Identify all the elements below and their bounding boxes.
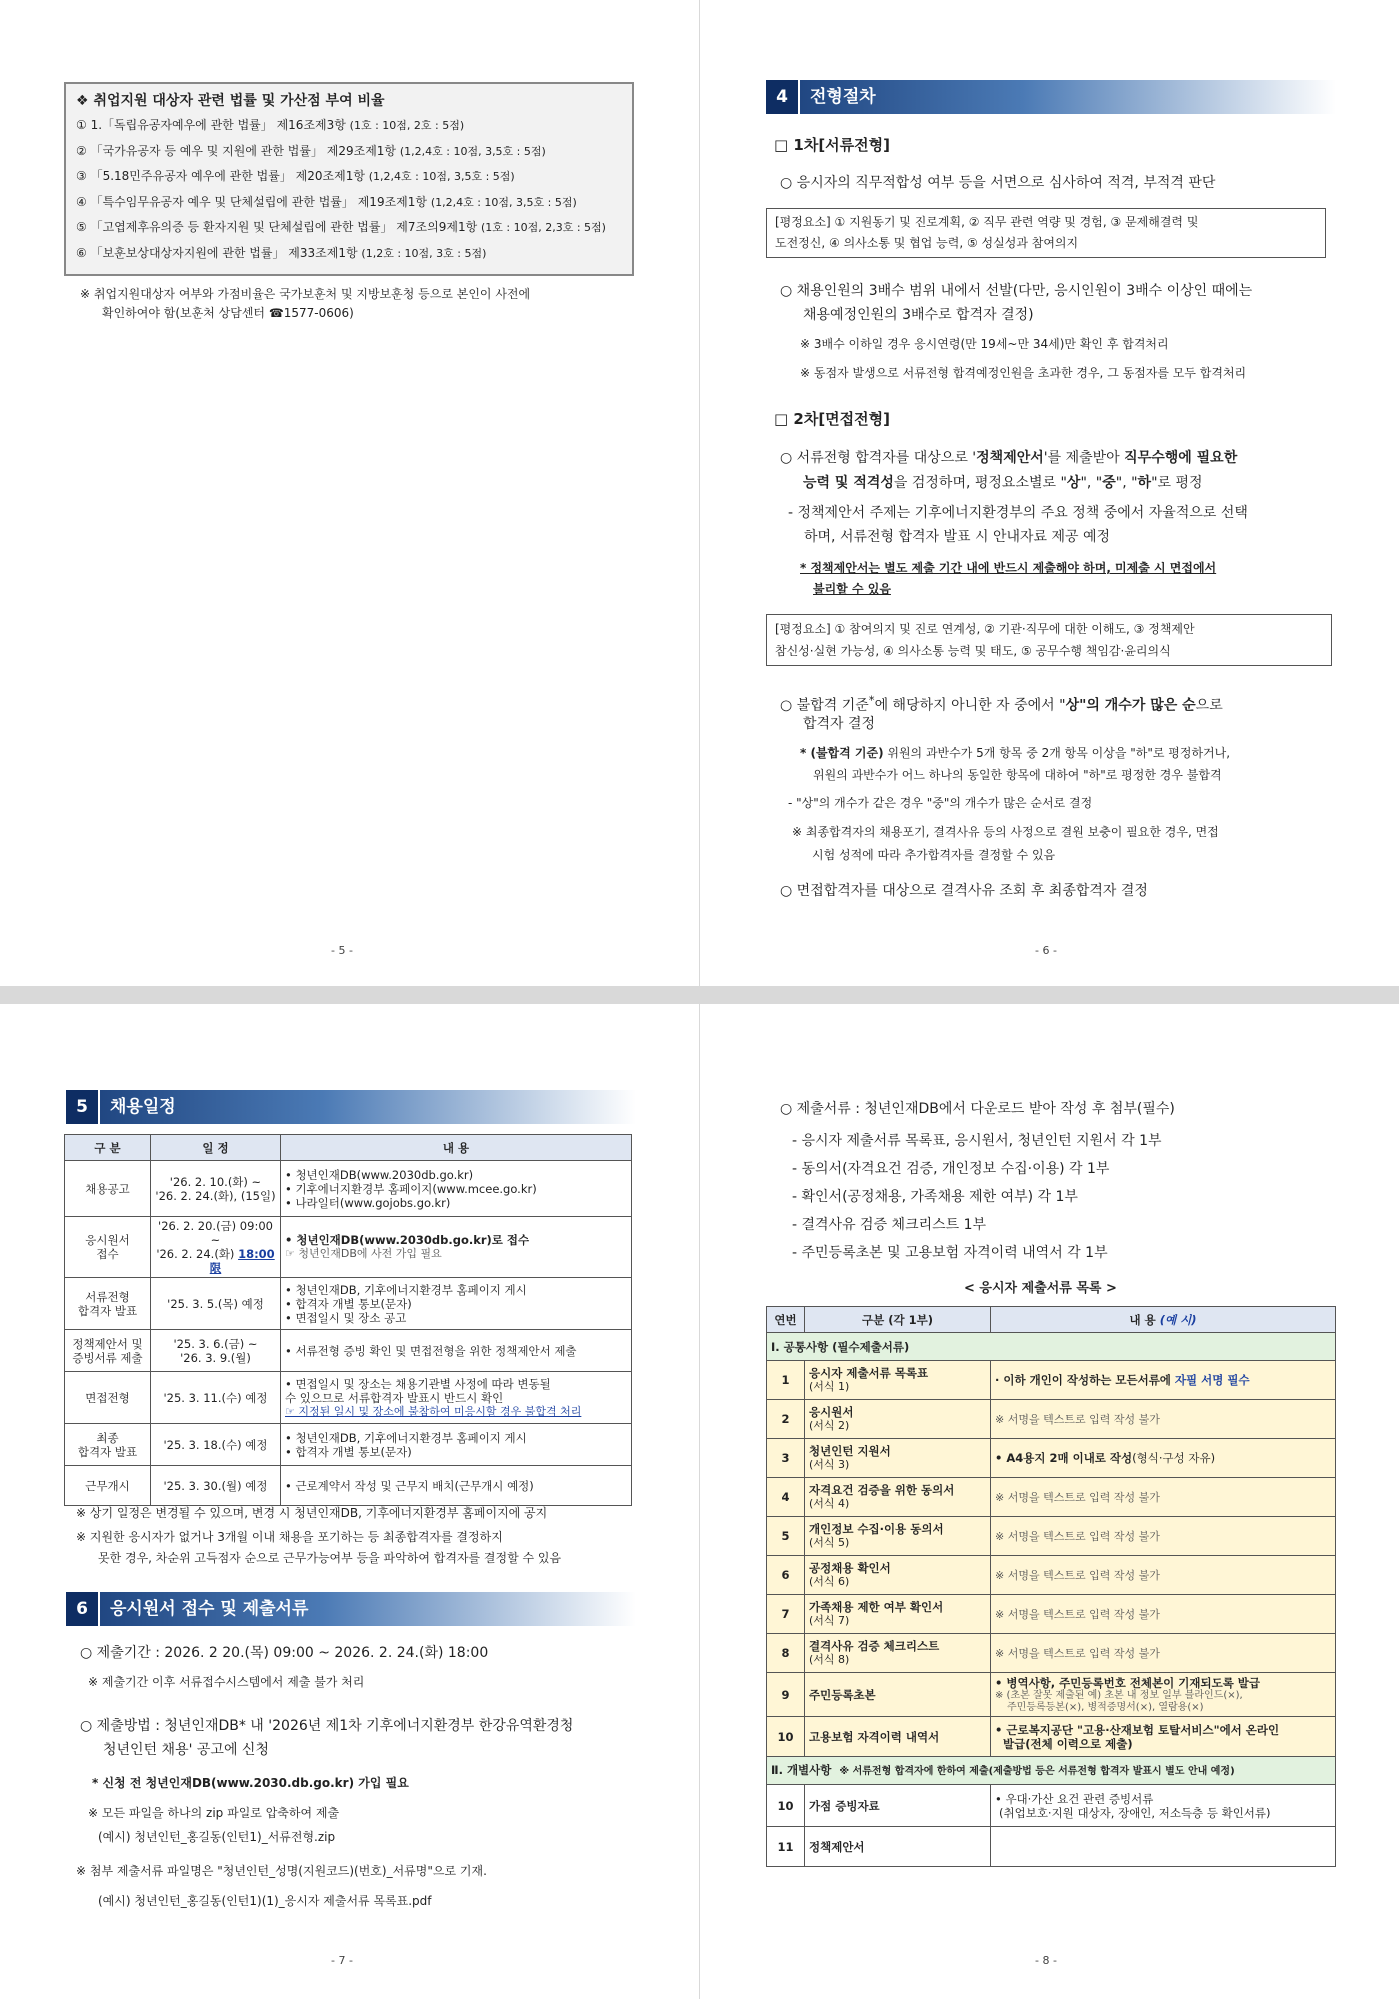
law-number: ② xyxy=(76,143,91,158)
final-note1: ※ 최종합격자의 채용포기, 결격사유 등의 사정으로 결원 보충이 필요한 경우, 면접 xyxy=(792,825,1219,839)
doc-content xyxy=(991,1556,1336,1595)
law-ratio: (1호 : 10점, 2,3호 : 5점) xyxy=(481,221,606,234)
eval-factors-2-line2: 참신성·실현 가능성, ④ 의사소통 능력 및 태도, ⑤ 공무수행 책임감·윤리의식 xyxy=(775,644,1171,658)
doc-name xyxy=(805,1595,991,1634)
bonus-law-title: ❖ 취업지원 대상자 관련 법률 및 가산점 부여 비율 xyxy=(76,93,385,109)
doc-content xyxy=(991,1361,1336,1400)
stage1-title: □ 1차[서류전형] xyxy=(774,136,890,154)
text: * (불합격 기준) xyxy=(800,746,884,760)
doc-name xyxy=(805,1785,991,1827)
doc-form-number: (서식 2) xyxy=(809,1419,850,1432)
group-row xyxy=(767,1757,1336,1785)
schedule-category: 응시원서 접수 xyxy=(65,1217,151,1278)
schedule-content xyxy=(281,1217,632,1278)
text: '를 제출받아 xyxy=(1043,450,1125,466)
doc-form-number: (서식 7) xyxy=(809,1614,850,1627)
doc-name xyxy=(805,1556,991,1595)
doc-name-text: 개인정보 수집·이용 동의서 xyxy=(809,1522,944,1536)
section-number: 4 xyxy=(766,80,800,114)
docs-table xyxy=(766,1306,1336,1867)
row-number: 11 xyxy=(767,1827,805,1867)
content-text: ※ 서명을 텍스트로 입력 작성 불가 xyxy=(995,1568,1160,1582)
doc-name-text: 자격요건 검증을 위한 동의서 xyxy=(809,1483,955,1497)
selection-note2: ※ 동점자 발생으로 서류전형 합격예정인원을 초과한 경우, 그 동점자를 모두 합격처리 xyxy=(800,366,1247,380)
doc-list-item: - 동의서(자격요건 검증, 개인정보 수집·이용) 각 1부 xyxy=(792,1161,1110,1177)
submit-method-line2: 청년인턴 채용' 공고에 신청 xyxy=(103,1742,269,1758)
law-text: 1.「독립유공자예우에 관한 법률」 제16조제3항 xyxy=(90,118,350,132)
row-number: 9 xyxy=(767,1673,805,1717)
doc-name xyxy=(805,1439,991,1478)
row-number: 5 xyxy=(767,1517,805,1556)
doc-form-number: (서식 1) xyxy=(809,1380,850,1393)
content-subnote: ☞ 청년인재DB에 사전 가입 필요 xyxy=(285,1247,442,1260)
law-number: ③ xyxy=(76,169,91,183)
stage2-desc-line1 xyxy=(780,449,1237,467)
text: 하 xyxy=(1137,475,1152,491)
law-number: ④ xyxy=(76,194,91,209)
table-row xyxy=(767,1717,1336,1757)
table-row xyxy=(767,1478,1336,1517)
content-text: ※ 서명을 텍스트로 입력 작성 불가 xyxy=(995,1607,1160,1621)
text: 상 xyxy=(1066,475,1081,491)
text: 직무수행에 필요한 xyxy=(1124,450,1238,466)
fail-def-line2: 위원의 과반수가 어느 하나의 동일한 항목에 대하여 "하"로 평정한 경우 불합격 xyxy=(813,768,1222,782)
text: ○ 서류전형 합격자를 대상으로 ' xyxy=(780,450,977,466)
table-header-row xyxy=(767,1307,1336,1333)
db-signup-note: * 신청 전 청년인재DB(www.2030.db.go.kr) 가입 필요 xyxy=(92,1776,409,1790)
content-list xyxy=(285,1168,627,1210)
submit-docs: ○ 제출서류 : 청년인재DB에서 다운로드 받아 작성 후 첨부(필수) xyxy=(780,1101,1175,1117)
table-row xyxy=(65,1278,632,1330)
text: ", " xyxy=(1115,475,1138,491)
section-number: 5 xyxy=(66,1090,100,1124)
doc-form-number: (서식 8) xyxy=(809,1653,850,1666)
content-item: • 합격자 개별 통보(문자) xyxy=(285,1297,627,1311)
schedule-category: 최종 합격자 발표 xyxy=(65,1424,151,1466)
doc-list-item: - 결격사유 검증 체크리스트 1부 xyxy=(792,1217,987,1233)
doc-name-text: 응시원서 xyxy=(809,1405,854,1419)
law-item xyxy=(76,195,577,210)
content-list xyxy=(285,1344,627,1358)
bonus-law-box xyxy=(64,82,634,276)
law-text: 「국가유공자 등 예우 및 지원에 관한 법률」 제29조제1항 xyxy=(90,143,400,158)
content-item: • 면접일시 및 장소 공고 xyxy=(285,1311,627,1325)
schedule-date: '26. 2. 10.(화) ~ '26. 2. 24.(화), (15일) xyxy=(151,1161,281,1217)
group-label xyxy=(767,1333,1336,1361)
text: 상"의 개수가 많은 순 xyxy=(1065,697,1196,714)
table-row xyxy=(65,1330,632,1372)
docs-table-title: < 응시자 제출서류 목록 > xyxy=(964,1281,1117,1296)
content-item: • 면접일시 및 장소는 채용기관별 사정에 따라 변동될 수 있으므로 서류합격자 발표시 반드시 확인 xyxy=(285,1377,627,1405)
table-row xyxy=(767,1673,1336,1717)
law-item xyxy=(76,169,515,184)
content-text: 주민등록등본(×), 병적증명서(×), 열람용(×) xyxy=(1007,1701,1204,1713)
content-item: • 청년인재DB, 기후에너지환경부 홈페이지 게시 xyxy=(285,1283,627,1297)
content-item: • 합격자 개별 통보(문자) xyxy=(285,1445,627,1459)
header-label: 내 용 xyxy=(1129,1312,1160,1327)
veterans-note-1: ※ 취업지원대상자 여부와 가점비율은 국가보훈처 및 지방보훈청 등으로 본인이 사전에 xyxy=(80,287,531,301)
section-title: 채용일정 xyxy=(110,1097,176,1117)
law-number: ⑥ xyxy=(76,245,91,260)
content-text: · 이하 개인이 작성하는 모든서류에 xyxy=(995,1373,1175,1387)
doc-list-item: - 응시자 제출서류 목록표, 응시원서, 청년인턴 지원서 각 1부 xyxy=(792,1133,1162,1149)
doc-name xyxy=(805,1361,991,1400)
table-header-cell: 연번 xyxy=(767,1307,805,1333)
schedule-date: '25. 3. 11.(수) 예정 xyxy=(151,1372,281,1424)
content-strong: • A4용지 2매 이내로 작성 xyxy=(995,1451,1133,1465)
eval-factors-2-line1: [평정요소] ① 참여의지 및 진로 연계성, ② 기관·직무에 대한 이해도, ③ 정책제안 xyxy=(775,622,1195,636)
schedule-note1: ※ 상기 일정은 변경될 수 있으며, 변경 시 청년인재DB, 기후에너지환경부 홈페이지에 공지 xyxy=(76,1506,548,1520)
text: 중 xyxy=(1102,475,1116,491)
eval-factors-1-line1: [평정요소] ① 지원동기 및 진로계획, ② 직무 관련 역량 및 경험, ③ 문제해결력 및 xyxy=(775,215,1199,229)
doc-content xyxy=(991,1785,1336,1827)
schedule-category: 서류전형 합격자 발표 xyxy=(65,1278,151,1330)
veterans-note-2: 확인하여야 함(보훈처 상담센터 ☎1577-0606) xyxy=(102,306,354,320)
law-item xyxy=(76,220,606,235)
doc-name-text: 공정채용 확인서 xyxy=(809,1561,891,1575)
law-text: 「고엽제후유의증 등 환자지원 및 단체설립에 관한 법률」 제7조의9제1항 xyxy=(90,220,481,234)
selection-line2: 채용예정인원의 3배수로 합격자 결정) xyxy=(803,307,1034,323)
content-text: ※ 서명을 텍스트로 입력 작성 불가 xyxy=(995,1529,1160,1543)
schedule-category: 정책제안서 및 증빙서류 제출 xyxy=(65,1330,151,1372)
doc-content xyxy=(991,1634,1336,1673)
table-row xyxy=(767,1361,1336,1400)
bonus-law-title-text: 취업지원 대상자 관련 법률 및 가산점 부여 비율 xyxy=(93,93,385,109)
stage1-desc: ○ 응시자의 직무적합성 여부 등을 서면으로 심사하여 적격, 부적격 판단 xyxy=(780,175,1216,191)
table-row xyxy=(65,1372,632,1424)
content-text: ※ 서명을 텍스트로 입력 작성 불가 xyxy=(995,1412,1160,1426)
content-text: (취업보호·지원 대상자, 장애인, 저소득층 등 확인서류) xyxy=(999,1805,1271,1820)
page-number: - 5 - xyxy=(331,944,353,957)
text: 에 해당하지 아니한 자 중에서 " xyxy=(874,697,1066,714)
row-number: 3 xyxy=(767,1439,805,1478)
doc-content xyxy=(991,1673,1336,1717)
text: 정책제안서 xyxy=(976,450,1044,466)
doc-content xyxy=(991,1595,1336,1634)
content-text: • 우대·가산 요건 관련 증빙서류 xyxy=(995,1791,1154,1806)
fail-criteria-line1: ○ 불합격 기준*에 해당하지 아니한 자 중에서 "상"의 개수가 많은 순으로 xyxy=(780,693,1223,714)
submit-period: ○ 제출기간 : 2026. 2 20.(목) 09:00 ~ 2026. 2. 24.(화) 18:00 xyxy=(80,1645,489,1661)
table-header-cell xyxy=(991,1307,1336,1333)
doc-name xyxy=(805,1673,991,1717)
law-item xyxy=(76,246,486,261)
law-text: 「특수임무유공자 예우 및 단체설립에 관한 법률」 제19조제1항 xyxy=(90,194,431,209)
law-text: 「보훈보상대상자지원에 관한 법률」 제33조제1항 xyxy=(90,245,362,260)
doc-content xyxy=(991,1717,1336,1757)
stage2-desc-line2 xyxy=(803,474,1203,492)
tie-rule: - "상"의 개수가 같은 경우 "중"의 개수가 많은 순서로 결정 xyxy=(788,796,1093,810)
schedule-content xyxy=(281,1161,632,1217)
page-6 xyxy=(700,0,1399,986)
proposal-warning-2: 불리할 수 있음 xyxy=(813,582,891,596)
doc-form-number: (서식 4) xyxy=(809,1497,850,1510)
content-text: ※ 서명을 텍스트로 입력 작성 불가 xyxy=(995,1646,1160,1660)
doc-name-text: 가점 증빙자료 xyxy=(809,1798,880,1813)
schedule-table xyxy=(64,1134,632,1506)
row-number: 1 xyxy=(767,1361,805,1400)
group-title: Ⅱ. 개별사항 xyxy=(771,1762,832,1777)
proposal-warning-1: * 정책제안서는 별도 제출 기간 내에 반드시 제출해야 하며, 미제출 시 면접에서 xyxy=(800,561,1217,575)
doc-name-text: 고용보험 자격이력 내역서 xyxy=(809,1729,940,1744)
section-header xyxy=(66,1592,636,1626)
selection-note1: ※ 3배수 이하일 경우 응시연령(만 19세~만 34세)만 확인 후 합격처리 xyxy=(800,337,1169,351)
schedule-content xyxy=(281,1424,632,1466)
doc-content xyxy=(991,1827,1336,1867)
law-ratio: (1,2호 : 10점, 3호 : 5점) xyxy=(361,246,487,260)
doc-name-text: 청년인턴 지원서 xyxy=(809,1444,891,1458)
doc-name-text: 응시자 제출서류 목록표 xyxy=(809,1366,929,1380)
filename-example: (예시) 청년인턴_홍길동(인턴1)(1)_응시자 제출서류 목록표.pdf xyxy=(98,1894,432,1908)
content-list xyxy=(285,1377,627,1405)
page-5 xyxy=(0,0,699,986)
table-row xyxy=(767,1556,1336,1595)
doc-name-text: 주민등록초본 xyxy=(809,1687,876,1702)
content-item: • 청년인재DB, 기후에너지환경부 홈페이지 게시 xyxy=(285,1431,627,1445)
text: "로 평정 xyxy=(1151,475,1203,491)
final-decision: ○ 면접합격자를 대상으로 결격사유 조회 후 최종합격자 결정 xyxy=(780,883,1148,899)
table-header-cell: 일 정 xyxy=(151,1135,281,1161)
doc-content xyxy=(991,1439,1336,1478)
table-header-row xyxy=(65,1135,632,1161)
row-number: 7 xyxy=(767,1595,805,1634)
table-row xyxy=(767,1827,1336,1867)
page-number: - 8 - xyxy=(1035,1954,1057,1967)
schedule-date: '25. 3. 5.(목) 예정 xyxy=(151,1278,281,1330)
header-example: (예 시) xyxy=(1159,1312,1197,1327)
deadline-highlight: 18:00限 xyxy=(209,1247,275,1275)
content-item: • 기후에너지환경부 홈페이지(www.mcee.go.kr) xyxy=(285,1182,627,1196)
doc-name xyxy=(805,1400,991,1439)
law-ratio: (1호 : 10점, 2호 : 5점) xyxy=(349,119,465,132)
text: 위원의 과반수가 5개 항목 중 2개 항목 이상을 "하"로 평정하거나, xyxy=(883,746,1231,760)
schedule-date: '26. 2. 20.(금) 09:00 ~ '26. 2. 24.(화) 18:00限 xyxy=(151,1217,281,1278)
content-text: ※ 서명을 텍스트로 입력 작성 불가 xyxy=(995,1490,1160,1504)
content-list xyxy=(285,1283,627,1325)
row-number: 10 xyxy=(767,1717,805,1757)
section-header xyxy=(766,80,1336,114)
page-7 xyxy=(0,1004,699,1999)
submit-period-note: ※ 제출기간 이후 서류접수시스템에서 제출 불가 처리 xyxy=(88,1675,365,1689)
law-number: ① xyxy=(76,118,91,132)
row-number: 10 xyxy=(767,1785,805,1827)
content-strong: • 병역사항, 주민등록번호 전체본이 기재되도록 발급 xyxy=(995,1675,1261,1690)
doc-content xyxy=(991,1517,1336,1556)
table-row xyxy=(767,1517,1336,1556)
content-item: • 청년인재DB(www.2030db.go.kr)로 접수 xyxy=(285,1233,627,1247)
law-ratio: (1,2,4호 : 10점, 3,5호 : 5점) xyxy=(399,144,546,158)
doc-name xyxy=(805,1517,991,1556)
stage2-title: □ 2차[면접전형] xyxy=(774,410,890,428)
content-list xyxy=(285,1431,627,1459)
content-list xyxy=(285,1479,627,1493)
page-8 xyxy=(700,1004,1399,1999)
law-item xyxy=(76,144,546,159)
schedule-category: 근무개시 xyxy=(65,1466,151,1506)
section-number: 6 xyxy=(66,1592,100,1626)
law-ratio: (1,2,4호 : 10점, 3,5호 : 5점) xyxy=(430,195,577,209)
zip-note: ※ 모든 파일을 하나의 zip 파일로 압축하여 제출 xyxy=(88,1806,340,1820)
content-text: ※ (초본 잘못 제출된 예) 초본 내 정보 일부 블라인드(×), xyxy=(995,1689,1243,1701)
law-text: 「5.18민주유공자 예우에 관한 법률」 제20조제1항 xyxy=(90,169,369,183)
section-title: 응시원서 접수 및 제출서류 xyxy=(110,1599,309,1619)
doc-form-number: (서식 3) xyxy=(809,1458,850,1471)
fail-criteria-line2: 합격자 결정 xyxy=(803,716,876,732)
schedule-content xyxy=(281,1372,632,1424)
content-strong: 발급(전체 이력으로 제출) xyxy=(1003,1736,1133,1751)
text: ", " xyxy=(1080,475,1103,491)
group-title: Ⅰ. 공통사항 (필수제출서류) xyxy=(771,1339,910,1354)
zip-example: (예시) 청년인턴_홍길동(인턴1)_서류전형.zip xyxy=(98,1830,336,1844)
schedule-note2: ※ 지원한 응시자가 없거나 3개월 이내 채용을 포기하는 등 최종합격자를 결정하지 xyxy=(76,1530,503,1544)
doc-content xyxy=(991,1400,1336,1439)
doc-content xyxy=(991,1478,1336,1517)
content-item: • 청년인재DB(www.2030db.go.kr) xyxy=(285,1168,627,1182)
doc-name xyxy=(805,1827,991,1867)
law-number: ⑤ xyxy=(76,220,91,234)
row-number: 2 xyxy=(767,1400,805,1439)
doc-name-text: 정책제안서 xyxy=(809,1839,865,1854)
doc-name xyxy=(805,1634,991,1673)
final-note2: 시험 성적에 따라 추가합격자를 결정할 수 있음 xyxy=(812,848,1056,862)
table-row xyxy=(767,1439,1336,1478)
group-row xyxy=(767,1333,1336,1361)
doc-list-item: - 확인서(공정채용, 가족채용 제한 여부) 각 1부 xyxy=(792,1189,1078,1205)
content-text: (형식·구성 자유) xyxy=(1132,1451,1216,1465)
group-label xyxy=(767,1757,1336,1785)
doc-name-text: 결격사유 검증 체크리스트 xyxy=(809,1639,940,1653)
fail-def-line1 xyxy=(800,746,1230,761)
topic-line2: 하며, 서류전형 합격자 발표 시 안내자료 제공 예정 xyxy=(804,529,1111,545)
table-header-cell: 내 용 xyxy=(281,1135,632,1161)
table-row xyxy=(767,1634,1336,1673)
table-row xyxy=(65,1424,632,1466)
law-item xyxy=(76,118,464,133)
content-list xyxy=(285,1233,627,1247)
schedule-note3: 못한 경우, 차순위 고득점자 순으로 근무가능여부 등을 파악하여 합격자를 결정할 수 있음 xyxy=(98,1551,562,1565)
table-header-cell: 구 분 xyxy=(65,1135,151,1161)
row-number: 4 xyxy=(767,1478,805,1517)
schedule-category: 채용공고 xyxy=(65,1161,151,1217)
row-number: 8 xyxy=(767,1634,805,1673)
schedule-content xyxy=(281,1330,632,1372)
schedule-date: '25. 3. 18.(수) 예정 xyxy=(151,1424,281,1466)
table-row xyxy=(767,1595,1336,1634)
schedule-content xyxy=(281,1278,632,1330)
doc-name xyxy=(805,1717,991,1757)
submit-method-line1: ○ 제출방법 : 청년인재DB* 내 '2026년 제1차 기후에너지환경부 한강유역환경청 xyxy=(80,1718,574,1734)
table-row xyxy=(65,1161,632,1217)
page-number: - 6 - xyxy=(1035,944,1057,957)
filename-note: ※ 첨부 제출서류 파일명은 "청년인턴_성명(지원코드)(번호)_서류명"으로 기재. xyxy=(76,1864,487,1878)
doc-form-number: (서식 5) xyxy=(809,1536,850,1549)
table-row xyxy=(65,1466,632,1506)
text: 을 검정하며, 평정요소별로 " xyxy=(893,475,1067,491)
section-title: 전형절차 xyxy=(810,87,876,107)
schedule-content xyxy=(281,1466,632,1506)
table-header-cell: 구분 (각 1부) xyxy=(805,1307,991,1333)
row-number: 6 xyxy=(767,1556,805,1595)
doc-form-number: (서식 6) xyxy=(809,1575,850,1588)
schedule-date: '25. 3. 6.(금) ~ '26. 3. 9.(월) xyxy=(151,1330,281,1372)
content-strong: • 근로복지공단 "고용·산재보험 토탈서비스"에서 온라인 xyxy=(995,1722,1280,1737)
content-highlight: 자필 서명 필수 xyxy=(1174,1373,1250,1387)
selection-line1: ○ 채용인원의 3배수 범위 내에서 선발(다만, 응시인원이 3배수 이상인 때에는 xyxy=(780,283,1253,299)
content-item: • 서류전형 증빙 확인 및 면접전형을 위한 정책제안서 제출 xyxy=(285,1344,627,1358)
schedule-date: '25. 3. 30.(월) 예정 xyxy=(151,1466,281,1506)
table-row xyxy=(767,1400,1336,1439)
doc-list-item: - 주민등록초본 및 고용보험 자격이력 내역서 각 1부 xyxy=(792,1245,1108,1261)
section-header xyxy=(66,1090,636,1124)
table-row xyxy=(65,1217,632,1278)
eval-factors-1 xyxy=(766,208,1326,258)
doc-name xyxy=(805,1478,991,1517)
content-subnote: ☞ 지정된 일시 및 장소에 불참하여 미응시할 경우 불합격 처리 xyxy=(285,1404,582,1418)
group-note: ※ 서류전형 합격자에 한하여 제출(제출방법 등은 서류전형 합격자 발표시 별도 안내 예정) xyxy=(839,1765,1235,1777)
law-ratio: (1,2,4호 : 10점, 3,5호 : 5점) xyxy=(368,170,515,183)
text: 으로 xyxy=(1195,697,1223,714)
topic-line1: - 정책제안서 주제는 기후에너지환경부의 주요 정책 중에서 자율적으로 선택 xyxy=(788,505,1248,521)
eval-factors-2 xyxy=(766,614,1332,666)
table-row xyxy=(767,1785,1336,1827)
eval-factors-1-line2: 도전정신, ④ 의사소통 및 협업 능력, ⑤ 성실성과 참여의지 xyxy=(775,236,1079,250)
content-item: • 근로계약서 작성 및 근무지 배치(근무개시 예정) xyxy=(285,1479,627,1493)
text: 능력 및 적격성 xyxy=(803,475,894,491)
page-number: - 7 - xyxy=(331,1954,353,1967)
text: ○ 불합격 기준 xyxy=(780,697,869,714)
doc-name-text: 가족채용 제한 여부 확인서 xyxy=(809,1600,944,1614)
content-item: • 나라일터(www.gojobs.go.kr) xyxy=(285,1196,627,1210)
schedule-category: 면접전형 xyxy=(65,1372,151,1424)
